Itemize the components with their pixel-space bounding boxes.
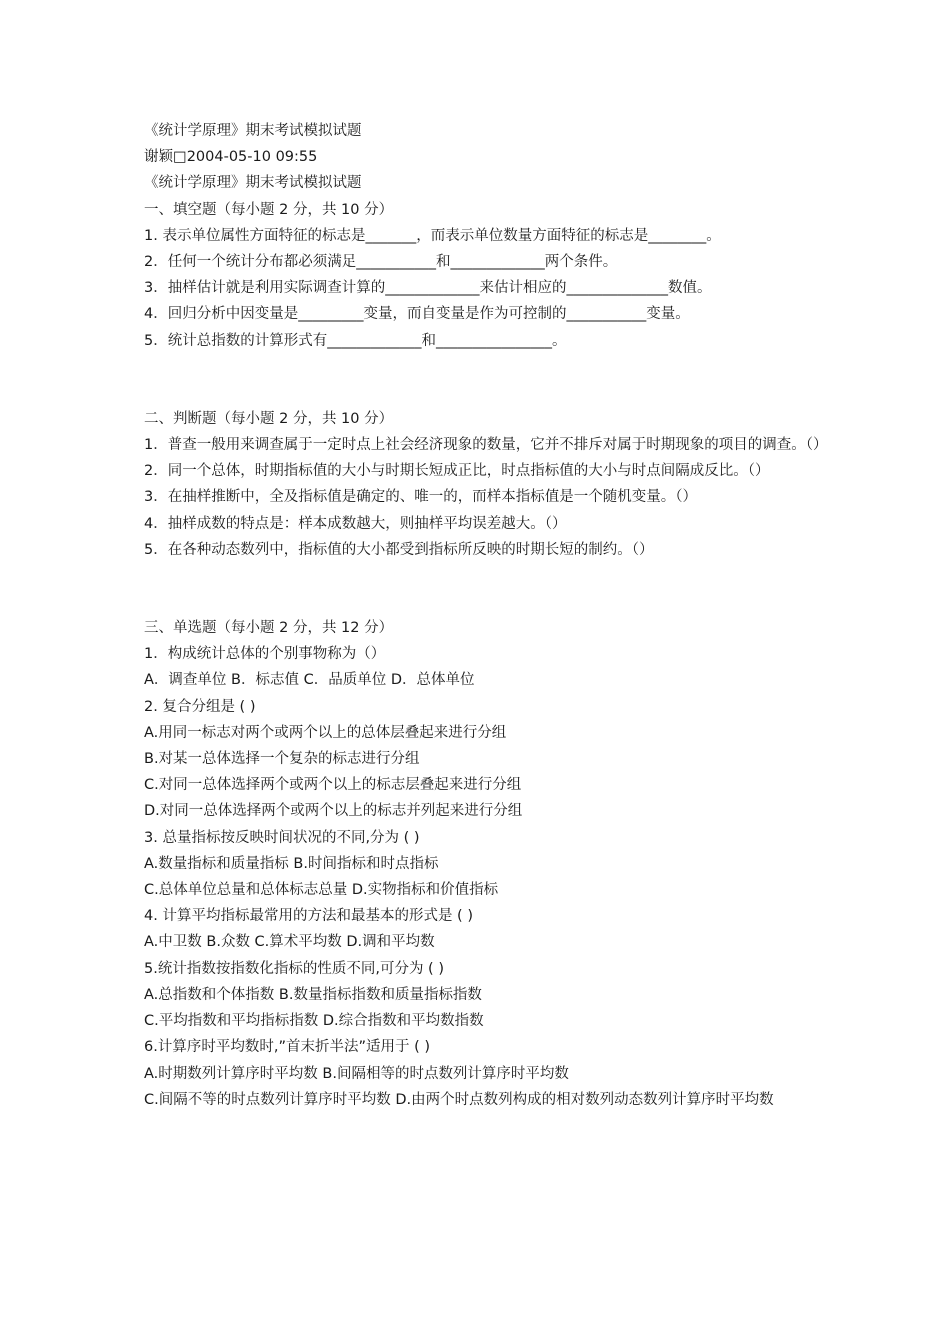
single-choice-question: 5.统计指数按指数化指标的性质不同,可分为 ( ) bbox=[144, 960, 444, 977]
single-choice-options: A.总指数和个体指数 B.数量指标指数和质量指标指数 bbox=[144, 986, 482, 1003]
document-subtitle: 《统计学原理》期末考试模拟试题 bbox=[144, 175, 362, 192]
true-false-question: 5．在各种动态数列中，指标值的大小都受到指标所反映的时期长短的制约。（） bbox=[144, 541, 654, 558]
single-choice-option: B.对某一总体选择一个复杂的标志进行分组 bbox=[144, 751, 420, 768]
true-false-question: 4．抽样成数的特点是：样本成数越大，则抽样平均误差越大。（） bbox=[144, 515, 567, 532]
section-fill-blank-heading: 一、填空题（每小题 2 分，共 10 分） bbox=[144, 201, 394, 218]
true-false-question: 3．在抽样推断中，全及指标值是确定的、唯一的，而样本指标值是一个随机变量。（） bbox=[144, 489, 697, 506]
single-choice-question: 6.计算序时平均数时,”首末折半法”适用于 ( ) bbox=[144, 1039, 430, 1056]
single-choice-options: A.中卫数 B.众数 C.算术平均数 D.调和平均数 bbox=[144, 934, 435, 951]
fill-blank-question: 1. 表示单位属性方面特征的标志是_______，而表示单位数量方面特征的标志是________。 bbox=[144, 227, 721, 244]
fill-blank-question: 5．统计总指数的计算形式有_____________和________________。 bbox=[144, 332, 567, 349]
single-choice-options: A.数量指标和质量指标 B.时间指标和时点指标 bbox=[144, 855, 439, 872]
single-choice-question: 2. 复合分组是 ( ) bbox=[144, 698, 256, 715]
section-single-choice-heading: 三、单选题（每小题 2 分，共 12 分） bbox=[144, 620, 394, 637]
document-page bbox=[144, 118, 828, 1113]
single-choice-options: C.平均指数和平均指标指数 D.综合指数和平均数指数 bbox=[144, 1013, 484, 1030]
single-choice-options: A.时期数列计算序时平均数 B.间隔相等的时点数列计算序时平均数 bbox=[144, 1065, 569, 1082]
single-choice-question: 3. 总量指标按反映时间状况的不同,分为 ( ) bbox=[144, 829, 420, 846]
fill-blank-question: 4．回归分析中因变量是_________变量，而自变量是作为可控制的___________变量。 bbox=[144, 306, 690, 323]
single-choice-question: 1．构成统计总体的个别事物称为（） bbox=[144, 646, 386, 663]
single-choice-option: D.对同一总体选择两个或两个以上的标志并列起来进行分组 bbox=[144, 803, 523, 820]
fill-blank-question: 2．任何一个统计分布都必须满足___________和_____________两个条件。 bbox=[144, 254, 618, 271]
document-title: 《统计学原理》期末考试模拟试题 bbox=[144, 123, 362, 139]
author-date: 谢颖□2004-05-10 09:55 bbox=[144, 149, 318, 166]
fill-blank-question: 3．抽样估计就是利用实际调查计算的_____________来估计相应的______________数值。 bbox=[144, 280, 712, 297]
true-false-question: 2．同一个总体，时期指标值的大小与时期长短成正比，时点指标值的大小与时点间隔成反比。（） bbox=[144, 463, 770, 480]
single-choice-options: C.总体单位总量和总体标志总量 D.实物指标和价值指标 bbox=[144, 882, 499, 899]
single-choice-options: C.间隔不等的时点数列计算序时平均数 D.由两个时点数列构成的相对数列动态数列计算序时平均数 bbox=[144, 1091, 774, 1108]
single-choice-options: A．调查单位 B．标志值 C．品质单位 D．总体单位 bbox=[144, 672, 475, 689]
section-true-false-heading: 二、判断题（每小题 2 分，共 10 分） bbox=[144, 410, 394, 427]
true-false-question: 1．普查一般用来调查属于一定时点上社会经济现象的数量，它并不排斥对属于时期现象的项目的调查。（） bbox=[144, 437, 828, 454]
section-spacer bbox=[144, 563, 824, 615]
single-choice-option: C.对同一总体选择两个或两个以上的标志层叠起来进行分组 bbox=[144, 777, 522, 794]
single-choice-question: 4. 计算平均指标最常用的方法和最基本的形式是 ( ) bbox=[144, 908, 473, 925]
single-choice-option: A.用同一标志对两个或两个以上的总体层叠起来进行分组 bbox=[144, 724, 507, 741]
section-spacer bbox=[144, 354, 824, 406]
